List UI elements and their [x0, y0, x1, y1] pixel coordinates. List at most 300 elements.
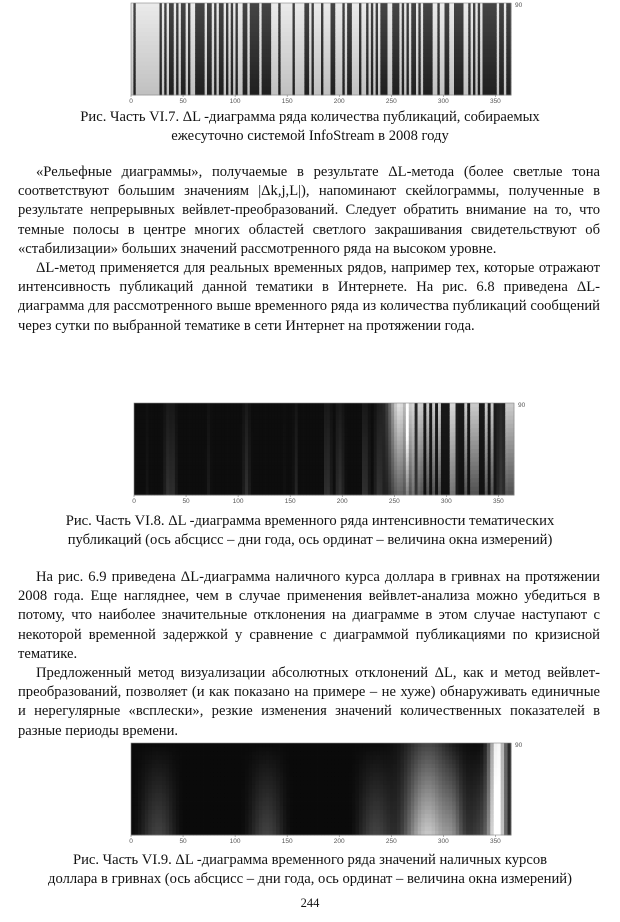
fig7-cell: [437, 24, 440, 29]
fig7-cell: [259, 41, 262, 46]
fig8-cell: [283, 403, 286, 408]
fig7-cell: [300, 66, 303, 71]
fig7-cell: [257, 87, 260, 92]
fig7-cell: [466, 53, 469, 58]
fig7-cell: [333, 45, 336, 50]
fig8-cell: [154, 462, 157, 467]
fig7-cell: [164, 62, 167, 67]
fig8-cell: [163, 407, 166, 412]
fig7-cell: [442, 49, 445, 54]
fig7-cell: [390, 7, 393, 12]
fig8-cell: [298, 482, 301, 487]
fig8-cell: [178, 487, 181, 492]
fig7-cell: [399, 36, 402, 41]
fig7-cell: [269, 82, 272, 87]
fig7-cell: [297, 82, 300, 87]
fig8-cell: [321, 432, 324, 437]
fig7-cell: [409, 11, 412, 16]
fig7-cell: [357, 87, 360, 92]
fig7-cell: [136, 45, 139, 50]
fig8-cell: [166, 478, 169, 483]
fig8-cell: [187, 466, 190, 471]
fig7-cell: [461, 28, 464, 33]
fig8-cell: [207, 453, 210, 458]
fig7-cell: [171, 78, 174, 83]
fig7-cell: [347, 36, 350, 41]
fig8-cell: [312, 407, 315, 412]
fig7-cell: [399, 32, 402, 37]
fig7-cell: [445, 87, 448, 92]
fig8-cell: [137, 436, 140, 441]
fig8-cell: [230, 453, 233, 458]
fig7-cell: [447, 11, 450, 16]
fig8-cell: [201, 457, 204, 462]
fig7-cell: [395, 53, 398, 58]
fig7-cell: [418, 7, 421, 12]
fig7-cell: [440, 41, 443, 46]
fig7-cell: [421, 70, 424, 75]
fig7-cell: [369, 53, 372, 58]
fig7-cell: [328, 36, 331, 41]
fig7-cell: [202, 49, 205, 54]
fig8-cell: [266, 462, 269, 467]
fig8-cell: [321, 462, 324, 467]
fig7-cell: [252, 62, 255, 67]
fig8-cell: [260, 478, 263, 483]
fig8-cell: [184, 428, 187, 433]
fig7-cell: [174, 36, 177, 41]
fig7-cell: [326, 36, 329, 41]
fig7-cell: [240, 87, 243, 92]
fig7-cell: [176, 28, 179, 33]
fig7-cell: [492, 36, 495, 41]
fig7-cell: [295, 36, 298, 41]
fig8-cell: [263, 445, 266, 450]
fig7-cell: [316, 16, 319, 21]
fig7-cell: [150, 53, 153, 58]
fig8-cell: [195, 482, 198, 487]
fig7-cell: [278, 3, 281, 8]
fig7-cell: [271, 24, 274, 29]
fig7-cell: [297, 62, 300, 67]
fig7-cell: [174, 87, 177, 92]
fig7-cell: [473, 45, 476, 50]
fig8-cell: [318, 487, 321, 492]
fig7-cell: [388, 11, 391, 16]
fig7-cell: [388, 53, 391, 58]
fig8-cell: [187, 432, 190, 437]
fig7-cell: [447, 53, 450, 58]
fig7-cell: [499, 28, 502, 33]
fig7-cell: [494, 49, 497, 54]
fig8-cell: [166, 462, 169, 467]
fig7-cell: [497, 74, 500, 79]
fig7-cell: [464, 78, 467, 83]
fig8-cell: [268, 482, 271, 487]
fig7-cell: [497, 78, 500, 83]
fig7-cell: [385, 7, 388, 12]
fig8-cell: [251, 470, 254, 475]
fig7-cell: [221, 66, 224, 71]
fig7-cell: [198, 87, 201, 92]
fig7-cell: [390, 24, 393, 29]
fig7-cell: [392, 78, 395, 83]
fig7-cell: [302, 28, 305, 33]
fig7-cell: [338, 20, 341, 25]
fig7-cell: [288, 45, 291, 50]
fig7-cell: [138, 53, 141, 58]
fig7-cell: [409, 62, 412, 67]
fig8-cell: [207, 407, 210, 412]
fig8-cell: [172, 478, 175, 483]
fig8-cell: [245, 462, 248, 467]
fig8-cell: [210, 466, 213, 471]
fig7-cell: [198, 3, 201, 8]
fig7-cell: [181, 62, 184, 67]
fig7-cell: [321, 87, 324, 92]
fig8-cell: [251, 482, 254, 487]
fig7-cell: [304, 82, 307, 87]
fig8-cell: [146, 466, 149, 471]
fig7-cell: [281, 28, 284, 33]
fig7-cell: [335, 16, 338, 21]
fig7-cell: [214, 28, 217, 33]
fig8-cell: [309, 453, 312, 458]
fig7-cell: [290, 11, 293, 16]
fig7-cell: [202, 74, 205, 79]
fig7-cell: [323, 74, 326, 79]
fig8-cell: [137, 424, 140, 429]
fig7-cell: [155, 82, 158, 87]
fig7-cell: [245, 28, 248, 33]
fig8-cell: [315, 436, 318, 441]
fig7-cell: [456, 57, 459, 62]
fig8-cell: [198, 411, 201, 416]
fig8-cell: [140, 453, 143, 458]
fig8-cell: [166, 432, 169, 437]
fig7-cell: [361, 53, 364, 58]
fig7-cell: [257, 32, 260, 37]
fig8-cell: [225, 416, 228, 421]
fig8-cell: [178, 457, 181, 462]
fig8-cell: [213, 466, 216, 471]
fig7-cell: [499, 32, 502, 37]
fig8-cell: [192, 441, 195, 446]
fig8-cell: [271, 474, 274, 479]
fig7-cell: [418, 3, 421, 8]
fig7-cell: [452, 20, 455, 25]
fig7-cell: [331, 32, 334, 37]
fig8-cell: [219, 445, 222, 450]
fig7-cell: [350, 45, 353, 50]
fig7-cell: [430, 16, 433, 21]
fig7-cell: [416, 28, 419, 33]
fig7-cell: [442, 41, 445, 46]
fig7-cell: [214, 62, 217, 67]
fig7-cell: [231, 3, 234, 8]
fig8-cell: [219, 428, 222, 433]
fig7-cell: [323, 87, 326, 92]
fig8-cell: [204, 445, 207, 450]
fig7-cell: [480, 57, 483, 62]
fig8-cell: [324, 424, 327, 429]
fig8-cell: [198, 470, 201, 475]
fig8-cell: [225, 424, 228, 429]
fig7-cell: [264, 74, 267, 79]
fig8-cell: [225, 457, 228, 462]
fig8-cell: [195, 436, 198, 441]
fig7-cell: [131, 20, 134, 25]
fig7-cell: [340, 28, 343, 33]
fig8-cell: [245, 487, 248, 492]
fig7-cell: [200, 36, 203, 41]
fig7-cell: [316, 62, 319, 67]
fig7-cell: [338, 3, 341, 8]
fig7-cell: [416, 3, 419, 8]
fig7-cell: [490, 66, 493, 71]
fig7-cell: [504, 45, 507, 50]
fig7-cell: [485, 41, 488, 46]
fig7-cell: [445, 20, 448, 25]
fig7-cell: [281, 70, 284, 75]
fig7-cell: [392, 82, 395, 87]
fig8-cell: [304, 449, 307, 454]
fig8-cell: [301, 478, 304, 483]
fig7-cell: [464, 62, 467, 67]
fig7-cell: [364, 11, 367, 16]
fig7-cell: [494, 87, 497, 92]
fig7-cell: [433, 45, 436, 50]
fig7-cell: [285, 28, 288, 33]
fig7-cell: [302, 20, 305, 25]
fig7-cell: [468, 20, 471, 25]
fig7-cell: [212, 78, 215, 83]
fig7-cell: [357, 3, 360, 8]
fig8-cell: [263, 432, 266, 437]
fig7-cell: [433, 82, 436, 87]
fig7-cell: [388, 49, 391, 54]
fig7-cell: [283, 24, 286, 29]
fig8-cell: [268, 407, 271, 412]
fig7-cell: [338, 74, 341, 79]
fig7-cell: [269, 3, 272, 8]
fig7-cell: [385, 53, 388, 58]
fig7-cell: [504, 87, 507, 92]
fig7-cell: [271, 28, 274, 33]
fig7-cell: [176, 24, 179, 29]
fig7-cell: [473, 7, 476, 12]
fig7-cell: [414, 87, 417, 92]
fig8-cell: [309, 449, 312, 454]
fig7-cell: [238, 57, 241, 62]
fig8-cell: [304, 478, 307, 483]
fig8-cell: [274, 466, 277, 471]
fig8-cell: [134, 432, 137, 437]
fig7-cell: [257, 41, 260, 46]
fig7-cell: [150, 20, 153, 25]
fig7-cell: [347, 3, 350, 8]
fig7-cell: [160, 3, 163, 8]
fig8-cell: [149, 445, 152, 450]
fig7-cell: [200, 28, 203, 33]
fig7-cell: [385, 78, 388, 83]
fig7-cell: [200, 57, 203, 62]
fig7-cell: [366, 7, 369, 12]
fig7-cell: [345, 7, 348, 12]
fig8-cell: [225, 482, 228, 487]
fig7-cell: [193, 82, 196, 87]
fig7-cell: [414, 62, 417, 67]
fig7-cell: [345, 16, 348, 21]
fig7-cell: [361, 41, 364, 46]
fig7-cell: [160, 32, 163, 37]
fig7-cell: [266, 78, 269, 83]
paragraph-2: ΔL-метод применяется для реальных временных рядов, например тех, которые отражают интенсивность публикаций данной тематики в Интернете. На рис. 6.8 приведена ΔL-диаграмма для рассмотренного выше временного ряда из количества публикаций сообщений через сутки по выбранной тематике в сети Интернет на протяжении года.: [18, 260, 600, 334]
fig7-cell: [179, 28, 182, 33]
fig7-cell: [316, 87, 319, 92]
fig7-cell: [390, 3, 393, 8]
fig8-cell: [149, 403, 152, 408]
fig8-cell: [274, 411, 277, 416]
fig8-cell: [198, 478, 201, 483]
fig8-cell: [309, 482, 312, 487]
fig7-cell: [136, 78, 139, 83]
fig7-cell: [409, 45, 412, 50]
fig8-cell: [143, 441, 146, 446]
fig7-cell: [407, 62, 410, 67]
fig7-cell: [385, 20, 388, 25]
fig7-cell: [271, 16, 274, 21]
fig7-cell: [428, 82, 431, 87]
fig8-cell: [266, 436, 269, 441]
fig7-cell: [371, 82, 374, 87]
fig7-cell: [250, 74, 253, 79]
fig7-cell: [373, 49, 376, 54]
fig7-cell: [354, 74, 357, 79]
fig8-cell: [154, 416, 157, 421]
fig7-cell: [183, 20, 186, 25]
fig7-cell: [271, 45, 274, 50]
fig7-cell: [202, 11, 205, 16]
fig7-cell: [435, 62, 438, 67]
fig7-cell: [193, 16, 196, 21]
fig7-cell: [278, 87, 281, 92]
fig7-cell: [240, 57, 243, 62]
fig7-cell: [352, 87, 355, 92]
fig8-cell: [225, 420, 228, 425]
fig7-cell: [238, 28, 241, 33]
fig8-cell: [268, 462, 271, 467]
fig7-cell: [449, 49, 452, 54]
fig8-cell: [236, 470, 239, 475]
fig8-cell: [152, 482, 155, 487]
fig7-cell: [447, 45, 450, 50]
fig7-cell: [231, 41, 234, 46]
fig7-cell: [266, 87, 269, 92]
fig7-cell: [359, 66, 362, 71]
fig7-cell: [240, 41, 243, 46]
fig8-cell: [292, 474, 295, 479]
fig7-cell: [468, 24, 471, 29]
fig8-cell: [149, 436, 152, 441]
fig7-cell: [421, 78, 424, 83]
fig8-cell: [280, 411, 283, 416]
fig7-cell: [359, 7, 362, 12]
fig7-cell: [440, 7, 443, 12]
fig7-cell: [314, 87, 317, 92]
fig8-cell: [260, 403, 263, 408]
fig7-cell: [217, 66, 220, 71]
fig7-cell: [167, 74, 170, 79]
fig8-cell: [286, 407, 289, 412]
fig7-cell: [228, 70, 231, 75]
fig7-xtick-label: 150: [281, 98, 293, 105]
fig7-cell: [490, 78, 493, 83]
fig8-cell: [271, 482, 274, 487]
fig7-cell: [335, 74, 338, 79]
fig7-cell: [416, 45, 419, 50]
fig7-cell: [454, 53, 457, 58]
fig7-cell: [409, 49, 412, 54]
fig8-cell: [225, 462, 228, 467]
fig7-cell: [171, 53, 174, 58]
fig7-cell: [466, 66, 469, 71]
fig7-cell: [395, 70, 398, 75]
fig7-cell: [200, 82, 203, 87]
fig7-cell: [459, 20, 462, 25]
fig8-cell: [309, 432, 312, 437]
fig7-cell: [494, 82, 497, 87]
fig7-cell: [252, 57, 255, 62]
fig8-cell: [152, 470, 155, 475]
fig7-cell: [407, 24, 410, 29]
fig7-cell: [449, 53, 452, 58]
fig7-cell: [295, 49, 298, 54]
fig7-cell: [437, 70, 440, 75]
fig7-cell: [411, 28, 414, 33]
fig7-cell: [207, 28, 210, 33]
fig7-cell: [321, 82, 324, 87]
fig8-cell: [154, 436, 157, 441]
fig8-cell: [163, 449, 166, 454]
fig7-cell: [259, 49, 262, 54]
fig7-cell: [193, 24, 196, 29]
fig7-cell: [207, 62, 210, 67]
fig7-cell: [200, 20, 203, 25]
fig7-cell: [492, 66, 495, 71]
fig7-cell: [423, 57, 426, 62]
fig7-cell: [459, 74, 462, 79]
fig7-cell: [338, 53, 341, 58]
fig7-cell: [397, 11, 400, 16]
fig7-cell: [309, 74, 312, 79]
fig7-cell: [131, 87, 134, 92]
fig7-cell: [295, 82, 298, 87]
fig8-cell: [172, 449, 175, 454]
fig8-cell: [140, 482, 143, 487]
fig8-cell: [274, 441, 277, 446]
fig8-cell: [210, 474, 213, 479]
fig8-cell: [172, 462, 175, 467]
fig7-cell: [359, 36, 362, 41]
fig7-cell: [269, 57, 272, 62]
fig8-cell: [233, 441, 236, 446]
fig7-cell: [221, 53, 224, 58]
fig7-cell: [150, 78, 153, 83]
fig7-cell: [183, 16, 186, 21]
fig7-cell: [245, 32, 248, 37]
fig8-cell: [260, 466, 263, 471]
